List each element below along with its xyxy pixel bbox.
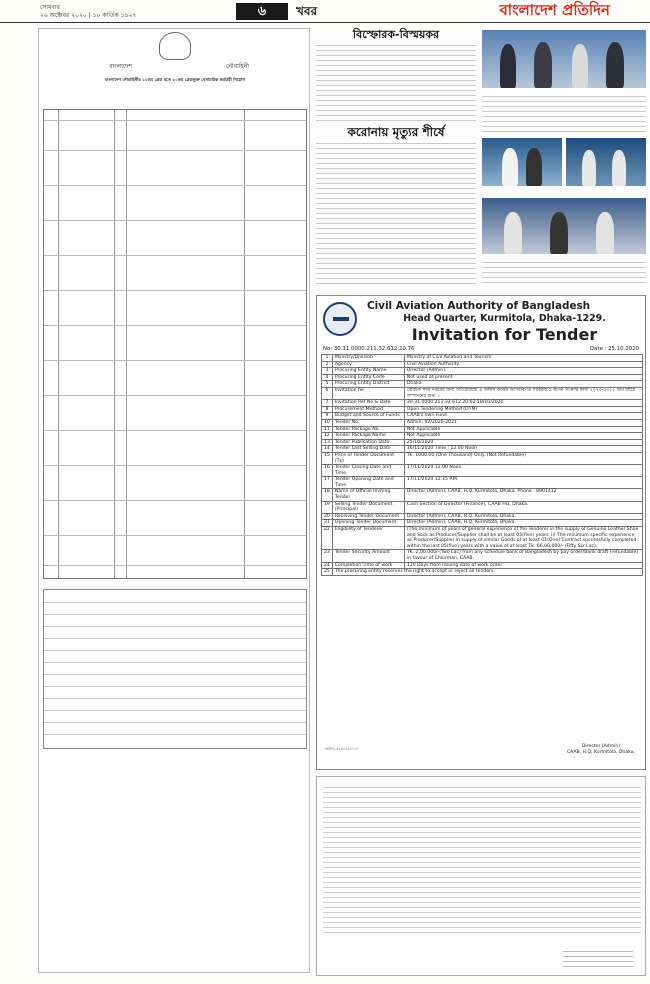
tender-row-number: 14	[322, 446, 333, 453]
tender-row-number: 15	[322, 452, 333, 464]
tender-row	[322, 406, 643, 413]
tender-row-value: Not Applicable	[404, 433, 642, 440]
tender-row-value: TK. 2,00,000/-(Two Lac) from any schedule bank of Bangladesh by pay order/Bank draft (refundable) in favour of Chairman, CAAB.	[404, 550, 642, 562]
notice-org: বাংলাদেশ	[109, 63, 132, 70]
masthead-divider	[0, 22, 650, 23]
tender-row-value: Director (Admin).	[404, 368, 642, 375]
paper-logo: বাংলাদেশ প্রতিদিন	[499, 1, 610, 19]
tender-row-number: 23	[322, 550, 333, 562]
tender-row-key: Price of Tender Document (Tk)	[332, 452, 404, 464]
tender-row-number: 16	[322, 465, 333, 477]
tender-signature	[567, 744, 635, 755]
tender-row-number: 12	[322, 433, 333, 440]
tender-row-number: 7	[322, 400, 333, 407]
tender-row-key: Name of Official Inviting Tender	[332, 489, 404, 501]
tender-row	[322, 368, 643, 375]
story2-headline: করোনায় মৃত্যুর শীর্ষে	[347, 125, 445, 139]
photo-3	[566, 138, 646, 186]
tender-row	[322, 446, 643, 453]
tender-ref: আইডি-৩২৩০৯/২০২০	[325, 747, 359, 751]
tender-row-key: Completion Time of work	[332, 562, 404, 569]
tender-row-number: 21	[322, 520, 333, 527]
right-column	[482, 28, 646, 288]
tender-row-value: Civil Aviation Authority	[404, 361, 642, 368]
tender-row-key: Receiving Tender Document	[332, 513, 404, 520]
tender-row-note: The procuring entity reserves the right to accept or reject all tenders.	[332, 569, 642, 576]
caption-text-1	[482, 92, 646, 132]
navy-emblem-icon	[159, 32, 191, 60]
tender-row-key: Selling Tender Document (Principal)	[332, 501, 404, 513]
tender-row	[322, 439, 643, 446]
photo-4	[482, 198, 646, 254]
tender-row	[322, 477, 643, 489]
tender-row	[322, 452, 643, 464]
bottom-notice	[316, 776, 646, 976]
tender-row-number: 13	[322, 439, 333, 446]
notice-footer	[43, 759, 307, 964]
tender-row	[322, 569, 643, 576]
tender-row-number: 24	[322, 562, 333, 569]
tender-row-value: Director (Admin), CAAB, H.Q, Kurmitola, Dhaka.	[404, 513, 642, 520]
sign-title: Director (Admin)	[581, 744, 621, 749]
tender-org: Civil Aviation Authority of Bangladesh	[367, 300, 591, 312]
tender-table	[321, 354, 643, 576]
notice-table	[43, 109, 307, 579]
tender-row-number: 3	[322, 368, 333, 375]
tender-row-value: Director (Admin), CAAB, H.Q, Kurmitola, Dhaka.	[404, 520, 642, 527]
tender-row-key: Invitation for	[332, 387, 404, 399]
tender-row	[322, 387, 643, 399]
tender-row-key: Tender Last Selling Date	[332, 446, 404, 453]
tender-row	[322, 400, 643, 407]
tender-row-value: Ministry of Civil Aviation and Tourism	[404, 355, 642, 362]
date-full: ২৬ অক্টোবর ২০২০ | ১০ কার্তিক ১৪২৭	[40, 12, 137, 19]
tender-row-key: Tender Package Name	[332, 433, 404, 440]
tender-row-value: Not used at present	[404, 374, 642, 381]
tender-row-value: 17/11/2020 12.15 P.M.	[404, 477, 642, 489]
tender-row-value: Dhaka	[404, 381, 642, 388]
tender-hq: Head Quarter, Kurmitola, Dhaka-1229.	[403, 313, 606, 324]
tender-row-key: Opening Tender Document	[332, 520, 404, 527]
tender-row-value: (The minimum of years of general experience of the Tenderer in the supply of Genuine Leather Shoe and Sock as Producer/Supplier shall be at least 05(five) years. ii) The minimum specific experience as Producer/Supplier in supply of similar Goods of at least 01(One) Contract successfully completed within the last 05(five) years with a value of at least Tk. 66,00,000/- (Fifty Six Lac).	[404, 527, 642, 550]
tender-number: No: 30.31.0000.211.32.612.20.76	[323, 346, 415, 352]
tender-row	[322, 489, 643, 501]
tender-row-value: 120 Days from issuing date of work order	[404, 562, 642, 569]
masthead-date	[40, 4, 200, 20]
tender-row-key: Tender Package No.	[332, 426, 404, 433]
tender-row-key: Eligibility of Tenderer	[332, 527, 404, 550]
tender-row-value: 30.31.0000.211.32.612.20.62 18/10/2020	[404, 400, 642, 407]
tender-row	[322, 465, 643, 477]
tender-row-number: 11	[322, 426, 333, 433]
tender-row-key: Agency	[332, 361, 404, 368]
masthead	[0, 0, 650, 22]
tender-row-value: বেবিচক সদর দপ্তরের জন্য অডিটরিয়াম ও অফিস কক্ষের আসবাবপত্র সরবরাহ ও স্থাপন সংক্রান্ত কাজ ২০২০-২০২১ অর্থ বছরে সম্পাদনের জন্য ।	[404, 387, 642, 399]
tender-row-number: 2	[322, 361, 333, 368]
tender-row	[322, 355, 643, 362]
tender-row-number: 8	[322, 406, 333, 413]
tender-row	[322, 361, 643, 368]
tender-row-key: Procuring Entity District	[332, 381, 404, 388]
tender-row	[322, 562, 643, 569]
tender-row-number: 6	[322, 387, 333, 399]
application-form	[43, 589, 307, 749]
tender-row-value: Open Tendering Method (OTM)	[404, 406, 642, 413]
tender-row	[322, 426, 643, 433]
tender-row-value: 17/11/2020 12.00 Noon	[404, 465, 642, 477]
tender-row-number: 19	[322, 501, 333, 513]
tender-row-value: 25/10/2020	[404, 439, 642, 446]
tender-row-key: Budget and Source of Funds	[332, 413, 404, 420]
tender-row-key: Ministry/Division	[332, 355, 404, 362]
page-number: ৬	[236, 3, 288, 20]
photo-2	[482, 138, 562, 186]
sign-address: CAAB, H.Q, Kurmitola, Dhaka.	[566, 749, 635, 755]
tender-row-number: 17	[322, 477, 333, 489]
tender-row-number: 22	[322, 527, 333, 550]
tender-row-number: 5	[322, 381, 333, 388]
tender-row-value: CAAB's own Fund	[404, 413, 642, 420]
tender-row-number: 18	[322, 489, 333, 501]
tender-row-key: Tender Publication Date	[332, 439, 404, 446]
tender-row	[322, 374, 643, 381]
tender-row-value: Cash Section of Director (Finance), CAAB HQ, Dhaka.	[404, 501, 642, 513]
tender-row	[322, 413, 643, 420]
tender-heading: Invitation for Tender	[411, 325, 598, 344]
story2-body	[316, 139, 476, 284]
tender-row-key: Procuring Entity Name	[332, 368, 404, 375]
section-title: খবর	[296, 4, 318, 18]
tender-row	[322, 550, 643, 562]
tender-row	[322, 501, 643, 513]
tender-row-value: 16/11/2020 Time : 12.00 Noon	[404, 446, 642, 453]
date-weekday: সোমবার	[40, 4, 60, 11]
notice-org-sub: নৌবাহিনী	[226, 63, 249, 70]
caab-tender-notice	[316, 295, 646, 770]
tender-row-number: 10	[322, 419, 333, 426]
story1-body	[316, 41, 476, 121]
tender-row-value: Director (Admin), CAAB, H.Q, Kurmitola, Dhaka. Phone : 8901412	[404, 489, 642, 501]
tender-row-number: 4	[322, 374, 333, 381]
tender-row-key: Procurement Method	[332, 406, 404, 413]
caption-text-2	[482, 258, 646, 286]
tender-date: Date : 25.10.2020	[590, 346, 639, 352]
tender-row	[322, 527, 643, 550]
caab-logo-icon	[323, 302, 357, 336]
tender-row-number: 20	[322, 513, 333, 520]
notice-title: বাংলাদেশ নৌবাহিনীর ১১তম গ্রেড হতে ২০তম গ্রেডভুক্ত বেসামরিক কর্মচারী নিয়োগ	[104, 77, 246, 82]
tender-row-key: Tender Opening Date and Time	[332, 477, 404, 489]
navy-recruitment-notice	[38, 28, 310, 973]
tender-row	[322, 419, 643, 426]
tender-row-number: 9	[322, 413, 333, 420]
tender-row-key: Invitation Ref No & Date	[332, 400, 404, 407]
tender-row-key: Tender No.	[332, 419, 404, 426]
tender-row-value: Admin: 02/2020-2021	[404, 419, 642, 426]
tender-row	[322, 433, 643, 440]
tender-row-key: Procuring Entity Code	[332, 374, 404, 381]
tender-row-key: Tender Closing Date and Time	[332, 465, 404, 477]
tender-row	[322, 381, 643, 388]
tender-row-number: 1	[322, 355, 333, 362]
photo-1	[482, 30, 646, 88]
tender-row	[322, 520, 643, 527]
tender-row-value: Tk. 1000.00 (One Thousand) Only. (Not Refundable)	[404, 452, 642, 464]
tender-row	[322, 513, 643, 520]
tender-row-key: Tender Security Amount	[332, 550, 404, 562]
tender-row-number: 25	[322, 569, 333, 576]
tender-row-value: Not Applicable	[404, 426, 642, 433]
story1-headline: বিস্ফোরক-বিস্ময়কর	[352, 28, 440, 41]
